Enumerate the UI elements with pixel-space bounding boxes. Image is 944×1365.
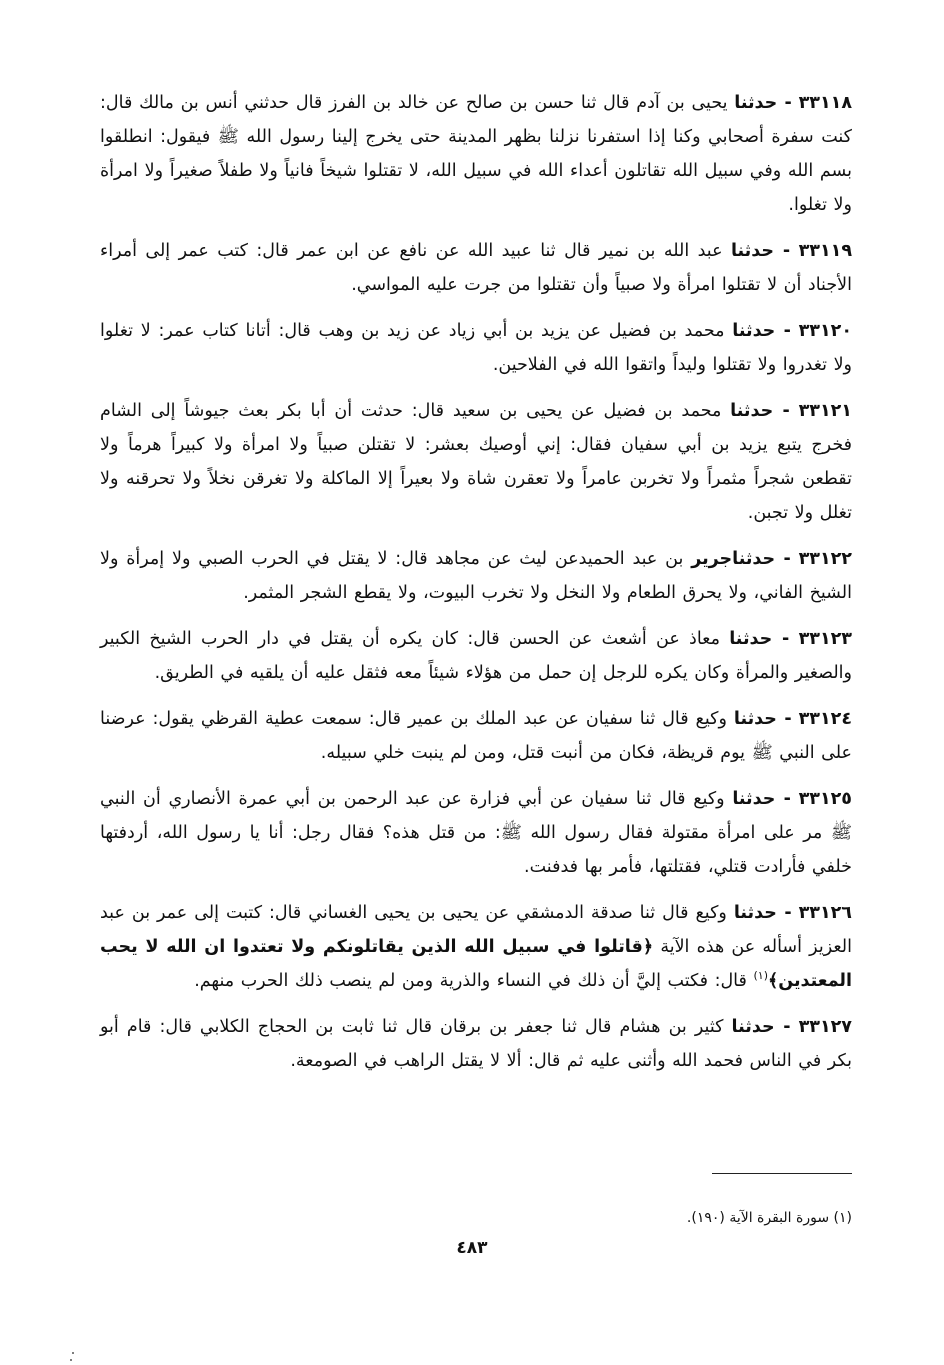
hadith-head: حدثنا	[730, 401, 774, 421]
hadith-head: حدثنا	[732, 321, 776, 341]
hadith-number: ٣٣١٢١	[798, 401, 852, 421]
hadith-text: كثير بن هشام قال ثنا جعفر بن برقان قال ثنا ثابت بن الحجاج الكلابي قال: قام أبو بكر في الناس فحمد الله وأثنى عليه ثم قال: ألا لا يقتل الراهب في الصومعة.	[100, 1017, 852, 1071]
hadith-33127: ٣٣١٢٧ - حدثنا كثير بن هشام قال ثنا جعفر بن برقان قال ثنا ثابت بن الحجاج الكلابي قال: قام أبو بكر في الناس فحمد الله وأثنى عليه ثم قال: ألا لا يقتل الراهب في الصومعة.	[100, 1017, 852, 1071]
hadith-text: يحيى بن آدم قال ثنا حسن بن صالح عن خالد بن الفرز قال حدثني أنس بن مالك قال: كنت سفرة أصحابي وكنا إذا استفرنا نزلنا بظهر المدينة حتى يخرج إلينا رسول الله ﷺ فيقول: انطلقوا بسم الله وفي سبيل الله تقاتلون أعداء الله في سبيل الله، لا تقتلوا شيخاً فانياً ولا طفلاً صغيراً ولا امرأة ولا تغلوا.	[100, 93, 852, 215]
hadith-33126: ٣٣١٢٦ - حدثنا وكيع قال ثنا صدقة الدمشقي عن يحيى بن يحيى الغساني قال: كتبت إلى عمر بن عبد العزيز أسأله عن هذه الآية ﴿قاتلوا في سبيل الله الذين يقاتلونكم ولا تعتدوا ان الله لا يحب المعتدين﴾$^{(١)}$ قال: فكتب إليَّ أن ذلك في النساء والذرية ومن لم ينصب ذلك الحرب منهم.	[100, 903, 852, 991]
footnote-divider	[712, 1173, 852, 1174]
hadith-text: محمد بن فضيل عن يحيى بن سعيد قال: حدثت أن أبا بكر بعث جيوشاً إلى الشام فخرج يتبع يزيد بن أبي سفيان فقال: إني أوصيك بعشر: لا تقتلن صبياً ولا امرأة ولا كبيراً هرماً ولا تقطعن شجراً مثمراً ولا تخربن عامراً ولا تعقرن شاة ولا بعيراً إلا الماكلة ولا تغرقن نخلاً ولا تحرقنه ولا تغلل ولا تجبن.	[100, 401, 852, 523]
hadith-head: حدثنا	[733, 709, 777, 729]
hadith-number: ٣٣١٢٢	[798, 549, 852, 569]
hadith-text: وكيع قال ثنا صدقة الدمشقي عن يحيى بن يحيى الغساني قال: كتبت إلى عمر بن عبد العزيز أسأله عن هذه الآية	[100, 903, 852, 957]
hadith-number: ٣٣١٢٠	[798, 321, 852, 341]
hadith-head: حدثنا	[730, 241, 774, 261]
hadith-number: ٣٣١٢٤	[798, 709, 852, 729]
scan-speck	[72, 1352, 74, 1354]
hadith-text: بن عبد الحميدعن ليث عن مجاهد قال: لا يقتل في الحرب الصبي ولا إمرأة ولا الشيخ الفاني، ولا يحرق الطعام ولا النخل ولا تخرب البيوت، ولا يقطع الشجر المثمر.	[100, 549, 852, 603]
hadith-text: معاذ عن أشعث عن الحسن قال: كان يكره أن يقتل في دار الحرب الشيخ الكبير والصغير والمرأة وكان يكره للرجل إن حمل من هؤلاء شيئاً معه فثقل عليه أن يلقيه في الطريق.	[100, 629, 852, 683]
hadith-33125: ٣٣١٢٥ - حدثنا وكيع قال ثنا سفيان عن أبي فزارة عن عبد الرحمن بن أبي عمرة الأنصاري أن النبي ﷺ مر على امرأة مقتولة فقال رسول الله ﷺ: من قتل هذه؟ فقال رجل: أنا يا رسول الله، أردفتها خلفي فأرادت قتلي، فقتلتها، فأمر بها فدفنت.	[100, 789, 852, 877]
hadith-head: حدثنا	[732, 789, 776, 809]
hadith-33123: ٣٣١٢٣ - حدثنا معاذ عن أشعث عن الحسن قال: كان يكره أن يقتل في دار الحرب الشيخ الكبير والصغير والمرأة وكان يكره للرجل إن حمل من هؤلاء شيئاً معه فثقل عليه أن يلقيه في الطريق.	[100, 629, 852, 683]
hadith-33124: ٣٣١٢٤ - حدثنا وكيع قال ثنا سفيان عن عبد الملك بن عمير قال: سمعت عطية القرظي يقول: عرضنا على النبي ﷺ يوم قريظة، فكان من أنبت قتل، ومن لم ينبت خلي سبيله.	[100, 709, 852, 763]
hadith-head: حدثنا	[731, 1017, 775, 1037]
hadith-text: وكيع قال ثنا سفيان عن أبي فزارة عن عبد الرحمن بن أبي عمرة الأنصاري أن النبي ﷺ مر على امرأة مقتولة فقال رسول الله ﷺ: من قتل هذه؟ فقال رجل: أنا يا رسول الله، أردفتها خلفي فأرادت قتلي، فقتلتها، فأمر بها فدفنت.	[100, 789, 852, 877]
hadith-head: حدثنا	[729, 629, 773, 649]
hadith-number: ٣٣١٢٣	[798, 629, 852, 649]
hadith-33118: ٣٣١١٨ - حدثنا يحيى بن آدم قال ثنا حسن بن صالح عن خالد بن الفرز قال حدثني أنس بن مالك قال: كنت سفرة أصحابي وكنا إذا استفرنا نزلنا بظهر المدينة حتى يخرج إلينا رسول الله ﷺ فيقول: انطلقوا بسم الله وفي سبيل الله تقاتلون أعداء الله في سبيل الله، لا تقتلوا شيخاً فانياً ولا طفلاً صغيراً ولا امرأة ولا تغلوا.	[100, 93, 852, 215]
hadith-number: ٣٣١١٩	[798, 241, 852, 261]
footnote: (١) سورة البقرة الآية (١٩٠).	[686, 1210, 852, 1226]
hadith-text: وكيع قال ثنا سفيان عن عبد الملك بن عمير قال: سمعت عطية القرظي يقول: عرضنا على النبي ﷺ يوم قريظة، فكان من أنبت قتل، ومن لم ينبت خلي سبيله.	[100, 709, 852, 763]
hadith-number: ٣٣١٢٥	[798, 789, 852, 809]
hadith-head: حدثنا	[734, 93, 778, 113]
hadith-33119: ٣٣١١٩ - حدثنا عبد الله بن نمير قال ثنا عبيد الله عن نافع عن ابن عمر قال: كتب عمر إلى أمراء الأجناد أن لا تقتلوا امرأة ولا صبياً وأن تقتلوا من جرت عليه المواسي.	[100, 241, 852, 295]
page-number: ٤٨٣	[456, 1238, 488, 1258]
hadith-head: حدثناجرير	[691, 549, 776, 569]
hadith-number: ٣٣١٢٦	[798, 903, 852, 923]
hadith-33121: ٣٣١٢١ - حدثنا محمد بن فضيل عن يحيى بن سعيد قال: حدثت أن أبا بكر بعث جيوشاً إلى الشام فخرج يتبع يزيد بن أبي سفيان فقال: إني أوصيك بعشر: لا تقتلن صبياً ولا امرأة ولا كبيراً هرماً ولا تقطعن شجراً مثمراً ولا تخربن عامراً ولا تعقرن شاة ولا بعيراً إلا الماكلة ولا تغرقن نخلاً ولا تحرقنه ولا تغلل ولا تجبن.	[100, 401, 852, 523]
scan-speck	[70, 1359, 72, 1361]
quran-quote: ﴿قاتلوا في سبيل الله الذين يقاتلونكم ولا تعتدوا ان الله لا يحب المعتدين﴾	[100, 937, 852, 991]
hadith-head: حدثنا	[733, 903, 777, 923]
hadith-text-continued: قال: فكتب إليَّ أن ذلك في النساء والذرية ومن لم ينصب ذلك الحرب منهم.	[194, 971, 747, 991]
hadith-text: عبد الله بن نمير قال ثنا عبيد الله عن نافع عن ابن عمر قال: كتب عمر إلى أمراء الأجناد أن لا تقتلوا امرأة ولا صبياً وأن تقتلوا من جرت عليه المواسي.	[100, 241, 852, 295]
hadith-33120: ٣٣١٢٠ - حدثنا محمد بن فضيل عن يزيد بن أبي زياد عن زيد بن وهب قال: أتانا كتاب عمر: لا تغلوا ولا تغدروا ولا تقتلوا وليداً واتقوا الله في الفلاحين.	[100, 321, 852, 375]
hadith-33122: ٣٣١٢٢ - حدثناجرير بن عبد الحميدعن ليث عن مجاهد قال: لا يقتل في الحرب الصبي ولا إمرأة ولا الشيخ الفاني، ولا يحرق الطعام ولا النخل ولا تخرب البيوت، ولا يقطع الشجر المثمر.	[100, 549, 852, 603]
hadith-number: ٣٣١٢٧	[798, 1017, 852, 1037]
hadith-text: محمد بن فضيل عن يزيد بن أبي زياد عن زيد بن وهب قال: أتانا كتاب عمر: لا تغلوا ولا تغدروا ولا تقتلوا وليداً واتقوا الله في الفلاحين.	[100, 321, 852, 375]
hadith-number: ٣٣١١٨	[798, 93, 852, 113]
main-text-block	[100, 86, 852, 1090]
footnote-reference[interactable]: (١)	[753, 969, 768, 983]
